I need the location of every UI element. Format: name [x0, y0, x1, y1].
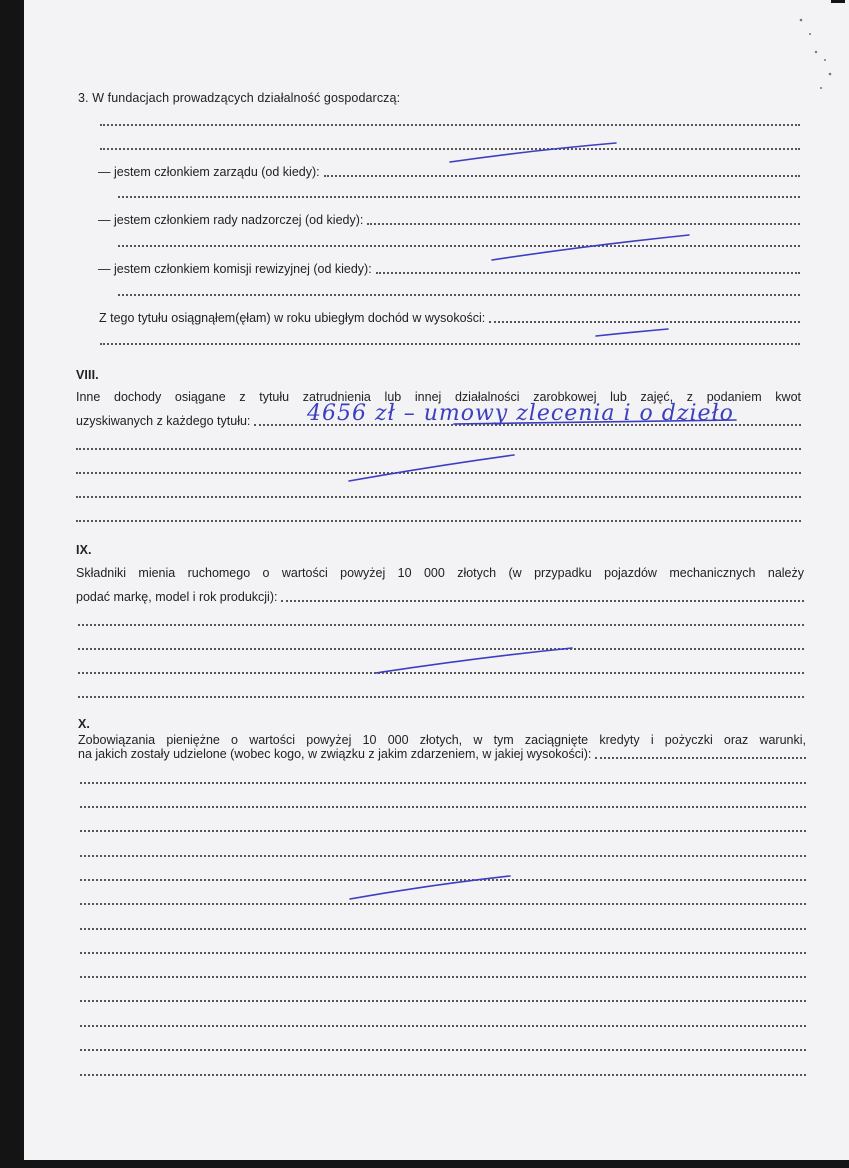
pen-underline	[454, 420, 736, 424]
pen-strike-line	[350, 876, 510, 899]
section-viii-number: VIII.	[76, 368, 99, 382]
audit-member-label: — jestem członkiem komisji rewizyjnej (od kiedy):	[98, 262, 372, 276]
section-viii-text-line1: Inne dochody osiągane z tytułu zatrudnienia lub innej działalności zarobkowej lub zajęć, z podaniem kwot	[76, 390, 801, 404]
section-x-text-line2: na jakich zostały udzielone (wobec kogo, w związku z jakim zdarzeniem, w jakiej wysokości):	[78, 747, 592, 761]
section-x-number: X.	[78, 717, 91, 731]
supervisory-member-label: — jestem członkiem rady nadzorczej (od kiedy):	[98, 213, 364, 227]
pen-strike-line	[596, 329, 668, 336]
pen-strike-line	[376, 648, 572, 673]
section-ix-number: IX.	[76, 543, 92, 557]
income-label: Z tego tytułu osiągnąłem(ęłam) w roku ubiegłym dochód w wysokości:	[99, 311, 486, 325]
section-x-text-line1: Zobowiązania pieniężne o wartości powyżej 10 000 złotych, w tym zaciągnięte kredyty i pożyczki oraz warunki,	[78, 733, 806, 747]
section-ix-text-line1: Składniki mienia ruchomego o wartości powyżej 10 000 złotych (w przypadku pojazdów mechanicznych należy	[76, 566, 804, 580]
board-member-label: — jestem członkiem zarządu (od kiedy):	[98, 165, 320, 179]
pen-strokes	[24, 0, 849, 1160]
pen-strike-line	[450, 143, 616, 162]
pen-strike-line	[492, 235, 689, 260]
form-page	[24, 0, 849, 1160]
foundations-heading: 3. W fundacjach prowadzących działalność gospodarczą:	[78, 91, 401, 105]
section-viii-text-line2: uzyskiwanych z każdego tytułu:	[76, 414, 251, 428]
pen-strike-line	[349, 455, 514, 481]
section-ix-text-line2: podać markę, model i rok produkcji):	[76, 590, 278, 604]
scan-edge-mark	[831, 0, 845, 3]
paper-specks	[24, 0, 849, 120]
handwritten-income-answer: 4656 zł – umowy zlecenia i o dzieło	[307, 401, 734, 426]
